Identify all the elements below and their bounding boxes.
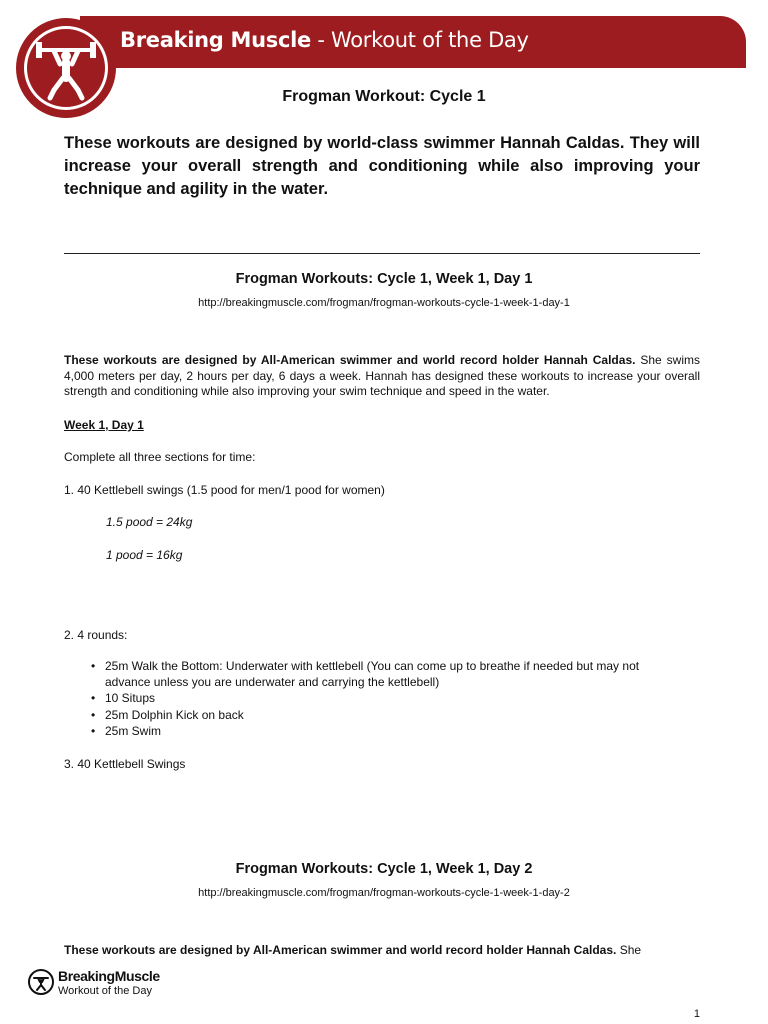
day2-desc-rest: She (616, 943, 642, 957)
day1-description (64, 353, 700, 400)
header-section: Workout of the Day (331, 28, 529, 52)
day1-note-2: 1 pood = 16kg (106, 548, 183, 562)
day1-instructions: Complete all three sections for time: (64, 450, 256, 464)
day1-item-3: 3. 40 Kettlebell Swings (64, 757, 186, 771)
day1-item-2: 2. 4 rounds: (64, 628, 128, 642)
day2-description (64, 943, 700, 959)
header-title (120, 28, 529, 52)
divider (64, 253, 700, 254)
day1-desc-bold: These workouts are designed by All-American swimmer and world record holder Hannah Caldas. (64, 353, 636, 367)
list-item: • 25m Dolphin Kick on back (91, 707, 244, 722)
list-item: • 25m Swim (91, 723, 162, 738)
day1-note-1: 1.5 pood = 24kg (106, 515, 193, 529)
day1-subheading: Week 1, Day 1 (64, 418, 144, 432)
day2-url[interactable]: http://breakingmuscle.com/frogman/frogman-workouts-cycle-1-week-1-day-2 (198, 887, 570, 899)
day1-url[interactable]: http://breakingmuscle.com/frogman/frogman-workouts-cycle-1-week-1-day-1 (198, 297, 570, 309)
weightlifter-icon (28, 969, 54, 995)
document-title: Frogman Workout: Cycle 1 (282, 88, 486, 105)
day1-item-1: 1. 40 Kettlebell swings (1.5 pood for men/1 pood for women) (64, 483, 385, 497)
page-number: 1 (693, 1008, 700, 1020)
day1-desc-rest: She swims 4,000 meters per day, 2 hours per day, 6 days a week. Hannah has designed these workouts to increase your overall strength and conditioning while also improving your swim technique and speed in the water. (64, 353, 700, 398)
document-intro: These workouts are designed by world-class swimmer Hannah Caldas. They will increase your overall strength and conditioning while also improving your technique and agility in the water. (64, 134, 700, 198)
day2-title: Frogman Workouts: Cycle 1, Week 1, Day 2 (235, 861, 533, 877)
footer-subtitle: Workout of the Day (58, 985, 152, 997)
list-item: • 10 Situps (91, 691, 156, 706)
header-brand: Breaking Muscle (120, 28, 311, 52)
header-separator: - (310, 28, 332, 52)
day2-desc-bold: These workouts are designed by All-American swimmer and world record holder Hannah Caldas. (64, 943, 617, 957)
list-item: • 25m Walk the Bottom: Underwater with kettlebell (You can come up to breathe if needed but may not advance unless you are underwater and carrying the kettlebell) (91, 659, 640, 690)
footer-logo (28, 968, 168, 1002)
footer-brand: BreakingMuscle (58, 968, 160, 984)
day1-rounds-list (64, 658, 684, 739)
day1-title: Frogman Workouts: Cycle 1, Week 1, Day 1 (235, 271, 533, 287)
